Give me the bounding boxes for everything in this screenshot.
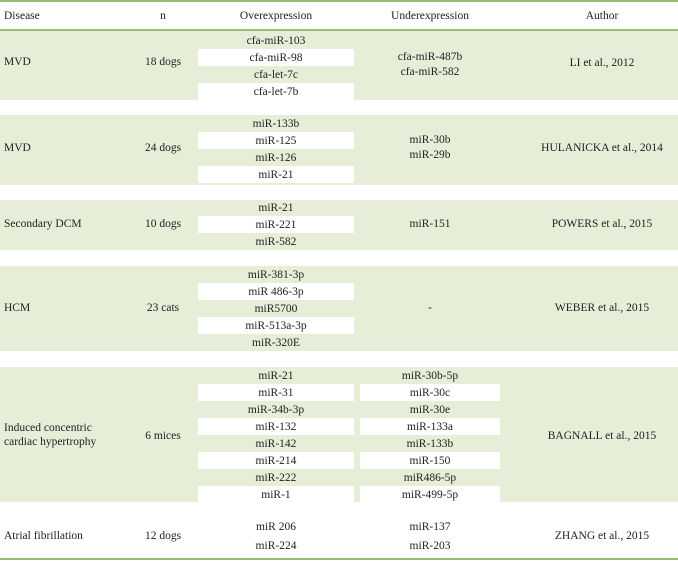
n-cell: 23 cats xyxy=(146,302,180,314)
underexpression-item: miR-30b-5p xyxy=(401,369,459,382)
overexpression-item: miR-126 xyxy=(255,151,297,164)
underexpression-item: - xyxy=(428,302,432,314)
underexpression-item: miR-30c xyxy=(360,384,500,401)
overexpression-item: miR-133b xyxy=(252,117,300,130)
overexpression-item: cfa-miR-98 xyxy=(198,49,354,66)
overexpression-item: miR-320E xyxy=(252,336,300,349)
overexpression-item: miR-381-3p xyxy=(247,268,305,281)
disease-cell: HCM xyxy=(4,302,31,314)
author-cell: BAGNALL et al., 2015 xyxy=(547,430,657,442)
n-cell: 18 dogs xyxy=(144,56,182,68)
overexpression-item: miR-21 xyxy=(258,369,294,382)
header-author: Author xyxy=(585,10,619,22)
author-cell: POWERS et al., 2015 xyxy=(551,218,653,230)
underexpression-item: cfa-miR-487b xyxy=(397,51,463,63)
disease-cell: MVD xyxy=(4,56,31,68)
n-cell: 12 dogs xyxy=(144,530,182,542)
overexpression-item: miR-125 xyxy=(198,132,354,149)
n-cell: 24 dogs xyxy=(144,142,182,154)
header-n: n xyxy=(160,10,166,22)
overexpression-item: miR-142 xyxy=(255,437,297,450)
overexpression-item: miR-132 xyxy=(198,418,354,435)
overexpression-item: miR 206 xyxy=(256,521,296,533)
overexpression-item: miR-34b-3p xyxy=(247,403,305,416)
underexpression-item: cfa-miR-582 xyxy=(400,66,460,78)
overexpression-item: miR-222 xyxy=(255,471,297,484)
underexpression-item: miR-150 xyxy=(360,452,500,469)
underexpression-item: miR-29b xyxy=(409,149,451,161)
overexpression-item: miR-221 xyxy=(198,216,354,233)
disease-cell: cardiac hypertrophy xyxy=(4,436,97,448)
overexpression-item: cfa-let-7c xyxy=(253,68,299,81)
underexpression-item: miR-151 xyxy=(409,218,451,230)
overexpression-item: miR-513a-3p xyxy=(198,317,354,334)
overexpression-item: miR-1 xyxy=(198,486,354,503)
author-cell: WEBER et al., 2015 xyxy=(554,302,650,314)
overexpression-item: cfa-miR-103 xyxy=(246,34,306,47)
underexpression-item: miR-499-5p xyxy=(360,486,500,503)
underexpression-item: miR-133b xyxy=(406,437,454,450)
underexpression-item: miR-203 xyxy=(409,540,451,552)
n-cell: 6 mices xyxy=(145,430,181,442)
header-disease: Disease xyxy=(4,10,40,22)
overexpression-item: miR 486-3p xyxy=(198,283,354,300)
overexpression-item: miR-224 xyxy=(255,540,297,552)
disease-cell: Secondary DCM xyxy=(4,218,82,230)
overexpression-item: cfa-let-7b xyxy=(198,83,354,100)
disease-cell: Atrial fibrillation xyxy=(4,530,83,542)
disease-cell: MVD xyxy=(4,142,31,154)
n-cell: 10 dogs xyxy=(144,218,182,230)
underexpression-item: miR486-5p xyxy=(403,471,457,484)
author-cell: LI et al., 2012 xyxy=(569,57,635,69)
overexpression-item: miR-21 xyxy=(198,166,354,183)
overexpression-item: miR-21 xyxy=(258,201,294,214)
overexpression-item: miR-582 xyxy=(255,235,297,248)
author-cell: ZHANG et al., 2015 xyxy=(554,530,650,542)
underexpression-item: miR-30b xyxy=(409,134,451,146)
overexpression-item: miR5700 xyxy=(254,302,298,315)
author-cell: HULANICKA et al., 2014 xyxy=(541,142,663,154)
table-top-rule xyxy=(0,0,678,2)
underexpression-item: miR-133a xyxy=(360,418,500,435)
underexpression-item: miR-137 xyxy=(409,521,451,533)
disease-cell: Induced concentric xyxy=(4,422,92,434)
table-bottom-rule xyxy=(0,558,678,560)
overexpression-item: miR-214 xyxy=(198,452,354,469)
header-overexpression: Overexpression xyxy=(239,10,313,22)
underexpression-item: miR-30e xyxy=(409,403,451,416)
overexpression-item: miR-31 xyxy=(198,384,354,401)
header-underexpression: Underexpression xyxy=(391,10,469,22)
